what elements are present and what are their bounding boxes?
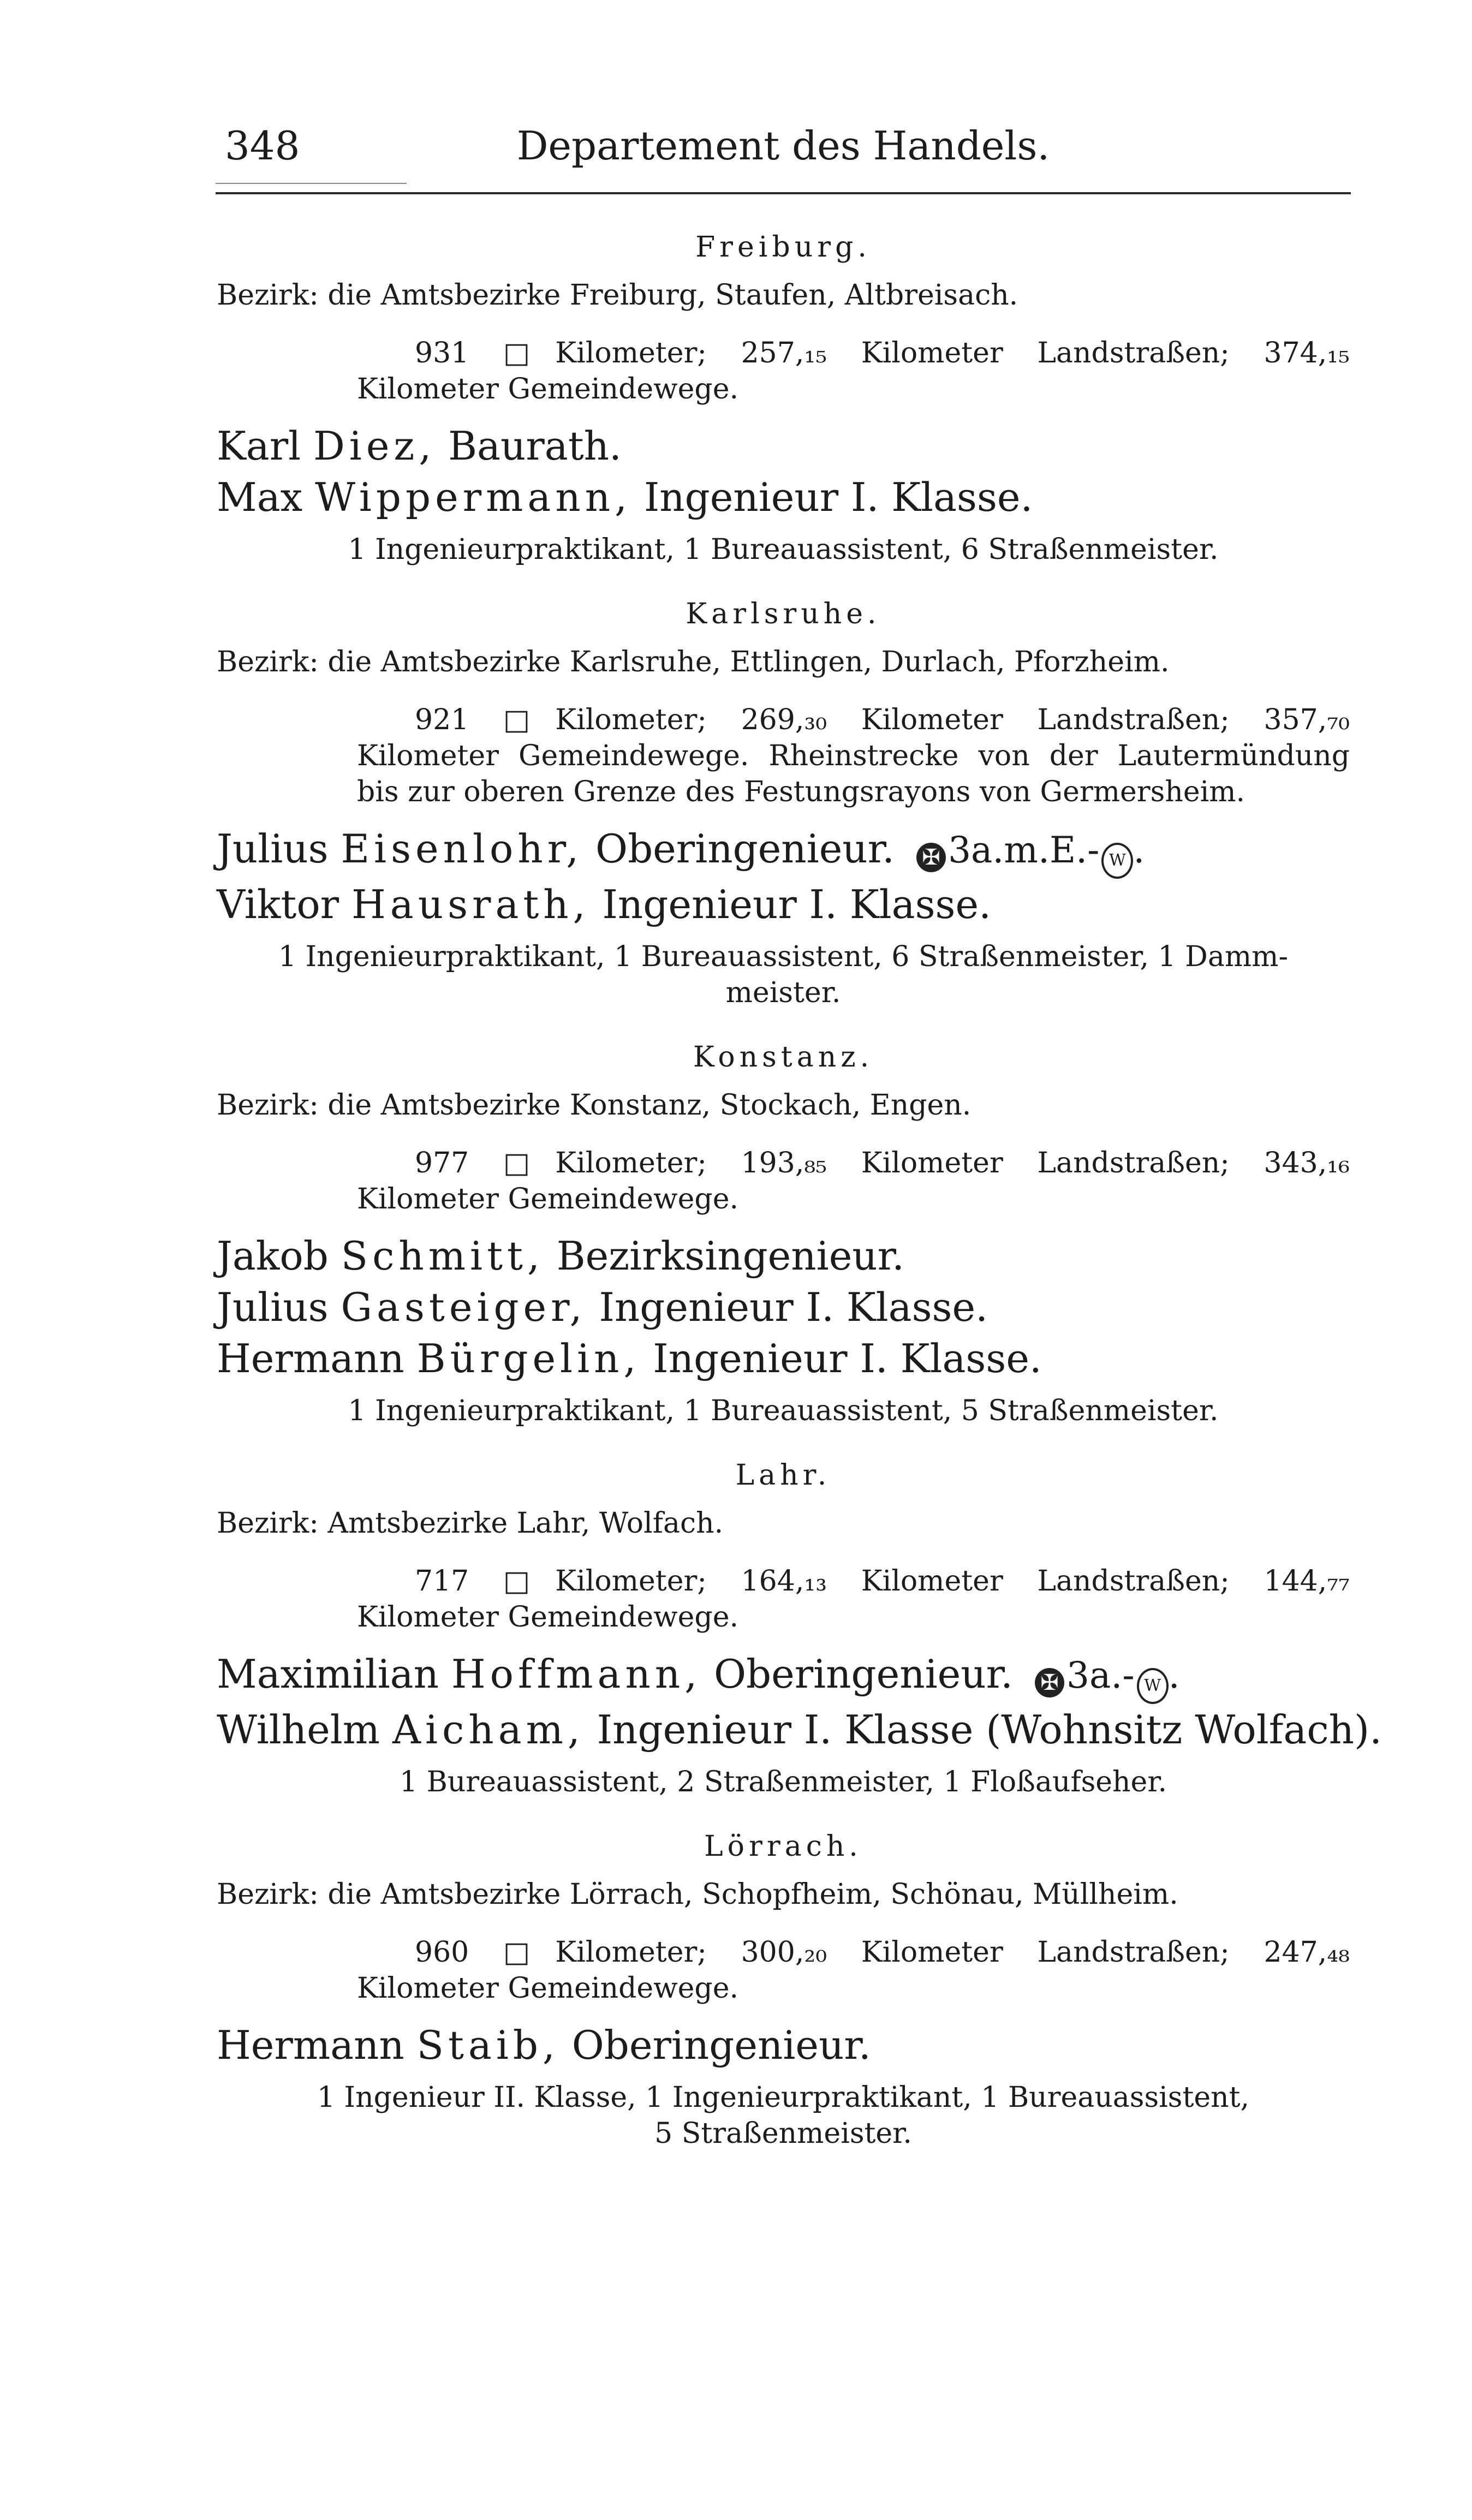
staff-line: 1 Ingenieurpraktikant, 1 Bureauassistent, 6 Straßenmeister. [348,533,1219,566]
person-entry [217,879,1350,930]
person-first-name: Viktor [217,881,339,927]
person-last-name: Staib, [416,2022,559,2068]
area-line: 977 □Kilometer; 193,₈₅ Kilometer Landstraßen; 343,₁₆ [415,1147,1350,1179]
running-title: Departement des Handels. [516,123,1050,169]
person-first-name: Hermann [217,1336,404,1381]
district-heading: Konstanz. [693,1041,874,1074]
person-first-name: Jakob [217,1233,329,1279]
staff-line: 1 Ingenieur II. Klasse, 1 Ingenieurpraktikant, 1 Bureauassistent, [317,2081,1250,2114]
area-line: 960 □Kilometer; 300,₂₀ Kilometer Landstraßen; 247,₄₈ [415,1936,1350,1969]
district-section [217,1039,1350,1429]
staff-line: 1 Ingenieurpraktikant, 1 Bureauassistent, 5 Straßenmeister. [348,1395,1219,1427]
person-last-name: Schmitt, [341,1233,544,1279]
district-bezirk: Bezirk: die Amtsbezirke Freiburg, Staufen, Altbreisach. [217,279,1018,312]
person-entry [217,1333,1350,1384]
person-first-name: Julius [217,1284,329,1330]
page-body [217,229,1382,2152]
person-first-name: Karl [217,423,301,469]
person-last-name: Diez, [313,423,436,469]
person-last-name: Gasteiger, [341,1284,587,1330]
order-end: . [1168,1654,1180,1696]
person-first-name: Maximilian [217,1651,439,1697]
person-title: Ingenieur I. Klasse. [653,1336,1042,1381]
page-header [217,123,1350,172]
district-section [217,1828,1350,2152]
person-entry [217,1282,1350,1333]
person-first-name: Wilhelm [217,1707,380,1753]
person-entry [217,1648,1350,1704]
person-last-name: Hausrath, [351,881,590,927]
person-first-name: Julius [217,826,329,872]
person-title: Ingenieur I. Klasse. [599,1284,988,1330]
area-line: Kilometer Gemeindewege. [357,1972,739,2005]
staff-line: meister. [725,976,841,1009]
w-medal-icon: W [1137,1668,1169,1704]
area-line: Kilometer Gemeindewege. [357,373,739,406]
person-entry [217,472,1350,523]
person-title: Ingenieur I. Klasse. [643,474,1033,520]
person-title: Bezirksingenieur. [556,1233,905,1279]
district-heading: Karlsruhe. [686,598,881,630]
order-end: . [1133,829,1145,871]
order-text: 3a.- [1066,1654,1135,1696]
person-first-name: Hermann [217,2022,404,2068]
district-section [217,1457,1382,1800]
area-line: 921 □Kilometer; 269,₃₀ Kilometer Landstraßen; 357,₇₀ [415,704,1350,736]
order-cross-icon: ✠ [1035,1668,1064,1697]
area-line: Kilometer Gemeindewege. [357,1183,739,1216]
person-entry [217,1704,1382,1755]
person-title: Ingenieur I. Klasse (Wohnsitz Wolfach). [597,1707,1382,1753]
order-text: 3a.m.E.- [948,829,1100,871]
header-rule-thin [216,183,407,184]
person-first-name: Max [217,474,303,520]
person-last-name: Eisenlohr, [341,826,583,872]
person-last-name: Wippermann, [315,474,631,520]
person-title: Ingenieur I. Klasse. [602,881,991,927]
area-line: Kilometer Gemeindewege. Rheinstrecke von der Lautermündung [357,740,1350,772]
order-cross-icon: ✠ [916,843,946,872]
staff-line: 5 Straßenmeister. [654,2117,912,2150]
person-entry [217,2019,1350,2071]
area-line: 931 □Kilometer; 257,₁₅ Kilometer Landstraßen; 374,₁₅ [415,337,1350,370]
person-last-name: Hoffmann, [451,1651,702,1697]
area-line: Kilometer Gemeindewege. [357,1601,739,1634]
district-section [217,596,1350,1011]
district-bezirk: Bezirk: Amtsbezirke Lahr, Wolfach. [217,1507,724,1540]
district-section [217,229,1350,568]
staff-line: 1 Bureauassistent, 2 Straßenmeister, 1 Floßaufseher. [399,1766,1167,1798]
person-last-name: Aicham, [392,1707,585,1753]
header-rule [216,192,1351,194]
w-medal-icon: W [1101,843,1133,879]
district-heading: Lörrach. [704,1830,862,1863]
district-bezirk: Bezirk: die Amtsbezirke Lörrach, Schopfheim, Schönau, Müllheim. [217,1878,1178,1911]
staff-line: 1 Ingenieurpraktikant, 1 Bureauassistent, 6 Straßenmeister, 1 Damm- [278,940,1289,973]
person-last-name: Bürgelin, [416,1336,641,1381]
district-heading: Lahr. [735,1459,831,1492]
person-title: Oberingenieur. [595,826,895,872]
person-title: Oberingenieur. [571,2022,871,2068]
person-title: Oberingenieur. [713,1651,1013,1697]
district-bezirk: Bezirk: die Amtsbezirke Konstanz, Stockach, Engen. [217,1089,972,1122]
page-number: 348 [225,123,300,169]
person-entry [217,420,1350,472]
district-bezirk: Bezirk: die Amtsbezirke Karlsruhe, Ettlingen, Durlach, Pforzheim. [217,646,1170,678]
person-entry [217,1230,1350,1282]
person-title: Baurath. [448,423,622,469]
district-heading: Freiburg. [695,231,871,264]
area-line: 717 □Kilometer; 164,₁₃ Kilometer Landstraßen; 144,₇₇ [415,1565,1350,1598]
person-entry [217,823,1350,879]
area-line: bis zur oberen Grenze des Festungsrayons von Germersheim. [357,776,1245,808]
